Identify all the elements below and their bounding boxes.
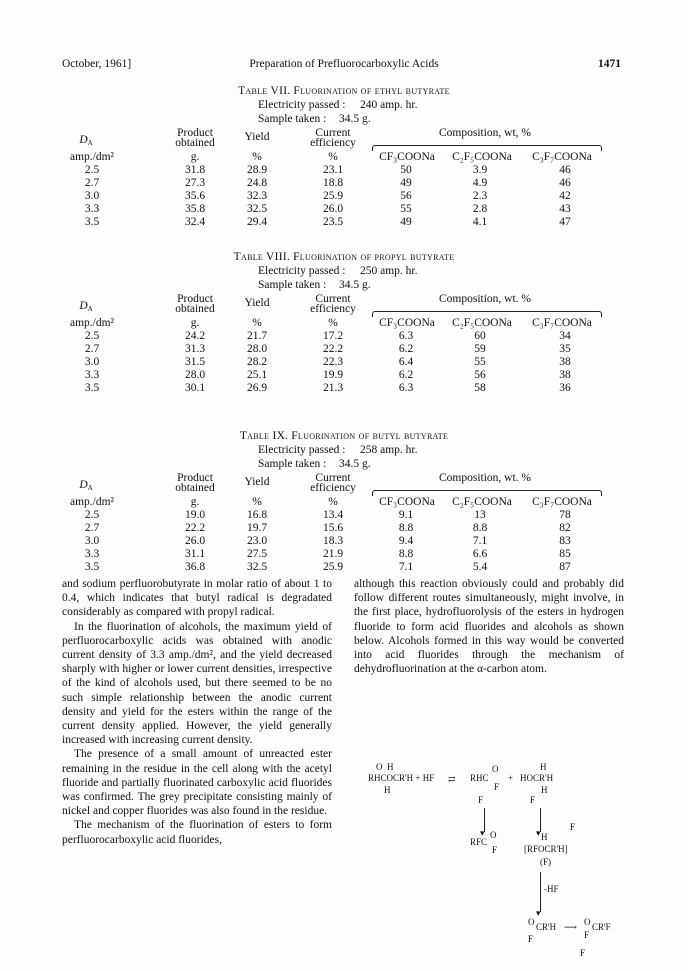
left-paragraph: The mechanism of the fluorination of esters to form perfluorocarboxylic acid fluorides,	[62, 819, 332, 846]
header-product: Product	[177, 293, 213, 305]
sample-label: Sample taken :	[258, 279, 327, 291]
scheme-arrowhead: ▾	[536, 828, 541, 838]
electricity-line	[258, 99, 418, 111]
table-cell: 21.9	[322, 548, 344, 560]
unit-comp2: C₂F₅COONa	[452, 317, 512, 329]
table-cell: 2.5	[84, 164, 100, 176]
table-cell: 2.5	[84, 509, 100, 521]
scheme-arrowhead: ▾	[536, 908, 541, 918]
header-yield: Yield	[244, 297, 270, 309]
table-cell: 26.0	[322, 203, 344, 215]
scheme-acid-o: O	[492, 764, 499, 774]
table-cell: 6.6	[472, 548, 488, 560]
table-cell: 85	[559, 548, 571, 560]
header-yield: Yield	[244, 131, 270, 143]
table-cell: 43	[559, 203, 571, 215]
table-cell: 23.5	[322, 216, 344, 228]
table-cell: 26.9	[246, 382, 268, 394]
table-cell: 3.3	[84, 203, 100, 215]
header-current: efficiency	[310, 482, 356, 494]
table-cell: 7.1	[472, 535, 488, 547]
table-cell: 3.9	[472, 164, 488, 176]
table-cell: 3.3	[84, 548, 100, 560]
table-cell: 35	[559, 343, 571, 355]
scheme-plus: +	[508, 773, 514, 783]
table-cell: 46	[559, 177, 571, 189]
header-current: Current	[315, 293, 351, 305]
unit-product: g.	[190, 317, 200, 329]
table-cell: 16.8	[246, 509, 268, 521]
table-cell: 34	[559, 330, 571, 342]
header-product: obtained	[175, 137, 215, 149]
table-cell: 25.9	[322, 190, 344, 202]
table-cell: 31.5	[184, 356, 206, 368]
header-product: obtained	[175, 303, 215, 315]
table-cell: 21.7	[246, 330, 268, 342]
scheme-f-right: F	[530, 795, 536, 805]
electricity-line	[258, 265, 418, 277]
scheme-arrow-right: ⟶	[564, 922, 577, 932]
scheme-rf-acid: RFC	[470, 837, 488, 847]
table-cell: 2.3	[472, 190, 488, 202]
table-cell: 55	[474, 356, 486, 368]
table-title: Fluorination of propyl butyrate	[293, 251, 455, 263]
header-title: Preparation of Prefluorocarboxylic Acids	[249, 58, 439, 70]
unit-da: amp./dm²	[69, 317, 114, 329]
table-caption	[0, 85, 688, 97]
scheme-acid-fluoride: RHC	[470, 773, 489, 783]
table-caption	[0, 430, 688, 442]
table-label: Table VII.	[238, 85, 291, 97]
header-composition: Composition, wt. %	[438, 472, 531, 484]
table-cell: 83	[559, 535, 571, 547]
unit-yield: %	[252, 151, 262, 163]
table-cell: 32.5	[246, 203, 268, 215]
table-cell: 31.1	[184, 548, 206, 560]
table-cell: 22.3	[322, 356, 344, 368]
header-date: October, 1961]	[62, 58, 132, 70]
table-cell: 50	[400, 164, 412, 176]
table-cell: 4.1	[472, 216, 488, 228]
electricity-value: 240 amp. hr.	[360, 99, 418, 111]
table-title: Fluorination of ethyl butyrate	[293, 85, 450, 97]
sample-label: Sample taken :	[258, 458, 327, 470]
electricity-label: Electricity passed :	[258, 444, 346, 456]
table-cell: 38	[559, 369, 571, 381]
header-composition: Composition, wt, %	[438, 127, 531, 139]
unit-comp1: CF₃COONa	[379, 151, 435, 163]
page-number: 1471	[598, 58, 621, 70]
table-cell: 28.0	[246, 343, 268, 355]
table-cell: 87	[559, 561, 571, 573]
scheme-alcohol-h: H	[540, 762, 547, 772]
data-table	[0, 85, 688, 235]
table-cell: 6.4	[398, 356, 414, 368]
scheme-product-left: CR'H	[536, 922, 557, 932]
table-cell: 59	[474, 343, 486, 355]
data-table	[0, 430, 688, 580]
table-cell: 24.2	[184, 330, 206, 342]
scheme-prod-f: F	[528, 934, 534, 944]
table-label: Table VIII.	[233, 251, 291, 263]
table-cell: 19.0	[184, 509, 206, 521]
table-cell: 2.8	[472, 203, 488, 215]
table-cell: 17.2	[322, 330, 344, 342]
sample-value: 34.5 g.	[339, 458, 371, 470]
unit-comp3: C₃F₇COONa	[532, 151, 592, 163]
table-cell: 58	[474, 382, 486, 394]
header-product: Product	[177, 472, 213, 484]
table-cell: 22.2	[184, 522, 206, 534]
left-column	[62, 577, 332, 847]
unit-comp2: C₂F₅COONa	[452, 151, 512, 163]
table-cell: 5.4	[472, 561, 488, 573]
unit-comp3: C₃F₇COONa	[532, 317, 592, 329]
table-caption	[0, 251, 688, 263]
table-cell: 49	[400, 177, 412, 189]
table-cell: 6.3	[398, 330, 414, 342]
scheme-rf-o: O	[490, 830, 497, 840]
table-cell: 49	[400, 216, 412, 228]
table-cell: 32.5	[246, 561, 268, 573]
table-cell: 56	[400, 190, 412, 202]
table-cell: 19.9	[322, 369, 344, 381]
scheme-product-right: CR'F	[592, 922, 611, 932]
sample-line	[258, 113, 371, 125]
table-cell: 6.3	[398, 382, 414, 394]
scheme-f-left: F	[478, 795, 484, 805]
table-cell: 35.8	[184, 203, 206, 215]
header-product: Product	[177, 127, 213, 139]
scheme-int-h: H	[541, 832, 548, 842]
scheme-acid-f: F	[494, 782, 500, 792]
table-cell: 27.5	[246, 548, 268, 560]
table-cell: 28.0	[184, 369, 206, 381]
table-cell: 6.2	[398, 369, 414, 381]
table-cell: 3.3	[84, 369, 100, 381]
table-cell: 29.4	[246, 216, 268, 228]
sample-label: Sample taken :	[258, 113, 327, 125]
unit-current: %	[328, 317, 338, 329]
table-cell: 21.3	[322, 382, 344, 394]
table-label: Table IX.	[239, 430, 289, 442]
data-table	[0, 251, 688, 401]
left-paragraph: In the fluorination of alcohols, the maximum yield of perfluorocarboxylic acids was obtained with anodic current density of 3.3 amp./dm², and the yield decreased sharply with higher or lower current densities, irrespective of the kind of alcohols used, but there seemed to be no such simple relationship between the anodic current density and yield for the esters within the range of the current density applied. However, the yield generally increased with increasing current density.	[62, 620, 332, 747]
left-paragraph: and sodium perfluorobutyrate in molar ratio of about 1 to 0.4, which indicates that butyl radical is degradated considerably as compared with propyl radical.	[62, 578, 332, 619]
scheme-int-f2: (F)	[540, 857, 552, 867]
scheme-intermediate: [RFOCR'H]	[524, 844, 568, 854]
table-cell: 9.4	[398, 535, 414, 547]
scheme-equilibrium-arrow: ⇄	[448, 774, 456, 784]
header-yield: Yield	[244, 476, 270, 488]
unit-yield: %	[252, 317, 262, 329]
scheme-f-bottom: F	[580, 948, 586, 958]
header-current: efficiency	[310, 137, 356, 149]
unit-da: amp./dm²	[69, 496, 114, 508]
scheme-prod2-o: O	[584, 917, 591, 927]
table-title: Fluorination of butyl butyrate	[291, 430, 449, 442]
table-cell: 46	[559, 164, 571, 176]
table-cell: 55	[400, 203, 412, 215]
header-composition: Composition, wt. %	[438, 293, 531, 305]
table-cell: 82	[559, 522, 571, 534]
electricity-value: 258 amp. hr.	[360, 444, 418, 456]
unit-current: %	[328, 496, 338, 508]
scheme-arrowhead: ▾	[480, 828, 485, 838]
header-current: efficiency	[310, 303, 356, 315]
table-cell: 18.8	[322, 177, 344, 189]
table-cell: 2.7	[84, 177, 100, 189]
unit-comp1: CF₃COONa	[379, 317, 435, 329]
table-cell: 42	[559, 190, 571, 202]
unit-comp3: C₃F₇COONa	[532, 496, 592, 508]
table-cell: 3.5	[84, 382, 100, 394]
table-cell: 32.3	[246, 190, 268, 202]
table-cell: 19.7	[246, 522, 268, 534]
table-cell: 8.8	[398, 548, 414, 560]
scheme-minus-hf: -HF	[544, 884, 559, 894]
table-cell: 3.0	[84, 190, 100, 202]
table-cell: 30.1	[184, 382, 206, 394]
table-cell: 26.0	[184, 535, 206, 547]
scheme-arrow-down-hf	[540, 872, 541, 912]
table-cell: 31.8	[184, 164, 206, 176]
table-cell: 36	[559, 382, 571, 394]
table-cell: 31.3	[184, 343, 206, 355]
table-cell: 23.1	[322, 164, 344, 176]
electricity-value: 250 amp. hr.	[360, 265, 418, 277]
electricity-line	[258, 444, 418, 456]
scheme-prod-o: O	[528, 917, 535, 927]
sample-line	[258, 279, 371, 291]
right-paragraph: although this reaction obviously could and probably did follow different routes simultaneously, might involve, in the first place, hydrofluorolysis of the esters in hydrogen fluoride to form acid fluorides and alcohols as shown below. Alcohols formed in this way would be converted into acid fluorides through the mechanism of dehydrofluorination at the α-carbon atom.	[354, 578, 624, 676]
table-cell: 28.9	[246, 164, 268, 176]
table-cell: 8.8	[472, 522, 488, 534]
scheme-reactant: RHCOCR'H + HF	[368, 773, 435, 783]
table-cell: 3.0	[84, 356, 100, 368]
table-cell: 3.5	[84, 561, 100, 573]
right-column	[354, 577, 624, 676]
unit-product: g.	[190, 496, 200, 508]
table-cell: 24.8	[246, 177, 268, 189]
table-cell: 13.4	[322, 509, 344, 521]
sample-value: 34.5 g.	[339, 279, 371, 291]
header-product: obtained	[175, 482, 215, 494]
table-cell: 3.5	[84, 216, 100, 228]
table-cell: 2.7	[84, 522, 100, 534]
header-current: Current	[315, 472, 351, 484]
table-cell: 25.9	[322, 561, 344, 573]
scheme-o: O H	[376, 762, 394, 772]
scheme-rf-f: F	[492, 845, 498, 855]
table-cell: 22.2	[322, 343, 344, 355]
header-da: $D_A$	[79, 300, 93, 313]
unit-comp2: C₂F₅COONa	[452, 496, 512, 508]
table-cell: 60	[474, 330, 486, 342]
table-cell: 2.7	[84, 343, 100, 355]
table-cell: 3.0	[84, 535, 100, 547]
table-cell: 27.3	[184, 177, 206, 189]
table-cell: 13	[474, 509, 486, 521]
left-paragraph: The presence of a small amount of unreacted ester remaining in the residue in the cell along with the acetyl fluoride and partially fluorinated carboxylic acid fluorides was confirmed. The grey precipitate consisting mainly of nickel and copper fluorides was also found in the residue.	[62, 748, 332, 818]
sample-value: 34.5 g.	[339, 113, 371, 125]
table-cell: 38	[559, 356, 571, 368]
table-cell: 35.6	[184, 190, 206, 202]
scheme-int-f: F	[570, 822, 576, 832]
scheme-reactant-h: H	[384, 785, 391, 795]
electricity-label: Electricity passed :	[258, 99, 346, 111]
table-cell: 28.2	[246, 356, 268, 368]
table-cell: 8.8	[398, 522, 414, 534]
unit-comp1: CF₃COONa	[379, 496, 435, 508]
table-cell: 78	[559, 509, 571, 521]
unit-product: g.	[190, 151, 200, 163]
table-cell: 6.2	[398, 343, 414, 355]
table-cell: 4.9	[472, 177, 488, 189]
scheme-prod2-f: F	[584, 930, 590, 940]
table-cell: 56	[474, 369, 486, 381]
header-current: Current	[315, 127, 351, 139]
header-da: $D_A$	[79, 479, 93, 492]
table-cell: 15.6	[322, 522, 344, 534]
electricity-label: Electricity passed :	[258, 265, 346, 277]
table-cell: 23.0	[246, 535, 268, 547]
table-cell: 7.1	[398, 561, 414, 573]
unit-yield: %	[252, 496, 262, 508]
unit-current: %	[328, 151, 338, 163]
table-cell: 18.3	[322, 535, 344, 547]
scheme-alcohol: HOCR'H	[520, 773, 554, 783]
scheme-alcohol-h2: H	[541, 785, 548, 795]
sample-line	[258, 458, 371, 470]
table-cell: 47	[559, 216, 571, 228]
header-da: $D_A$	[79, 134, 93, 147]
table-cell: 32.4	[184, 216, 206, 228]
table-cell: 2.5	[84, 330, 100, 342]
unit-da: amp./dm²	[69, 151, 114, 163]
table-cell: 36.8	[184, 561, 206, 573]
table-cell: 25.1	[246, 369, 268, 381]
table-cell: 9.1	[398, 509, 414, 521]
